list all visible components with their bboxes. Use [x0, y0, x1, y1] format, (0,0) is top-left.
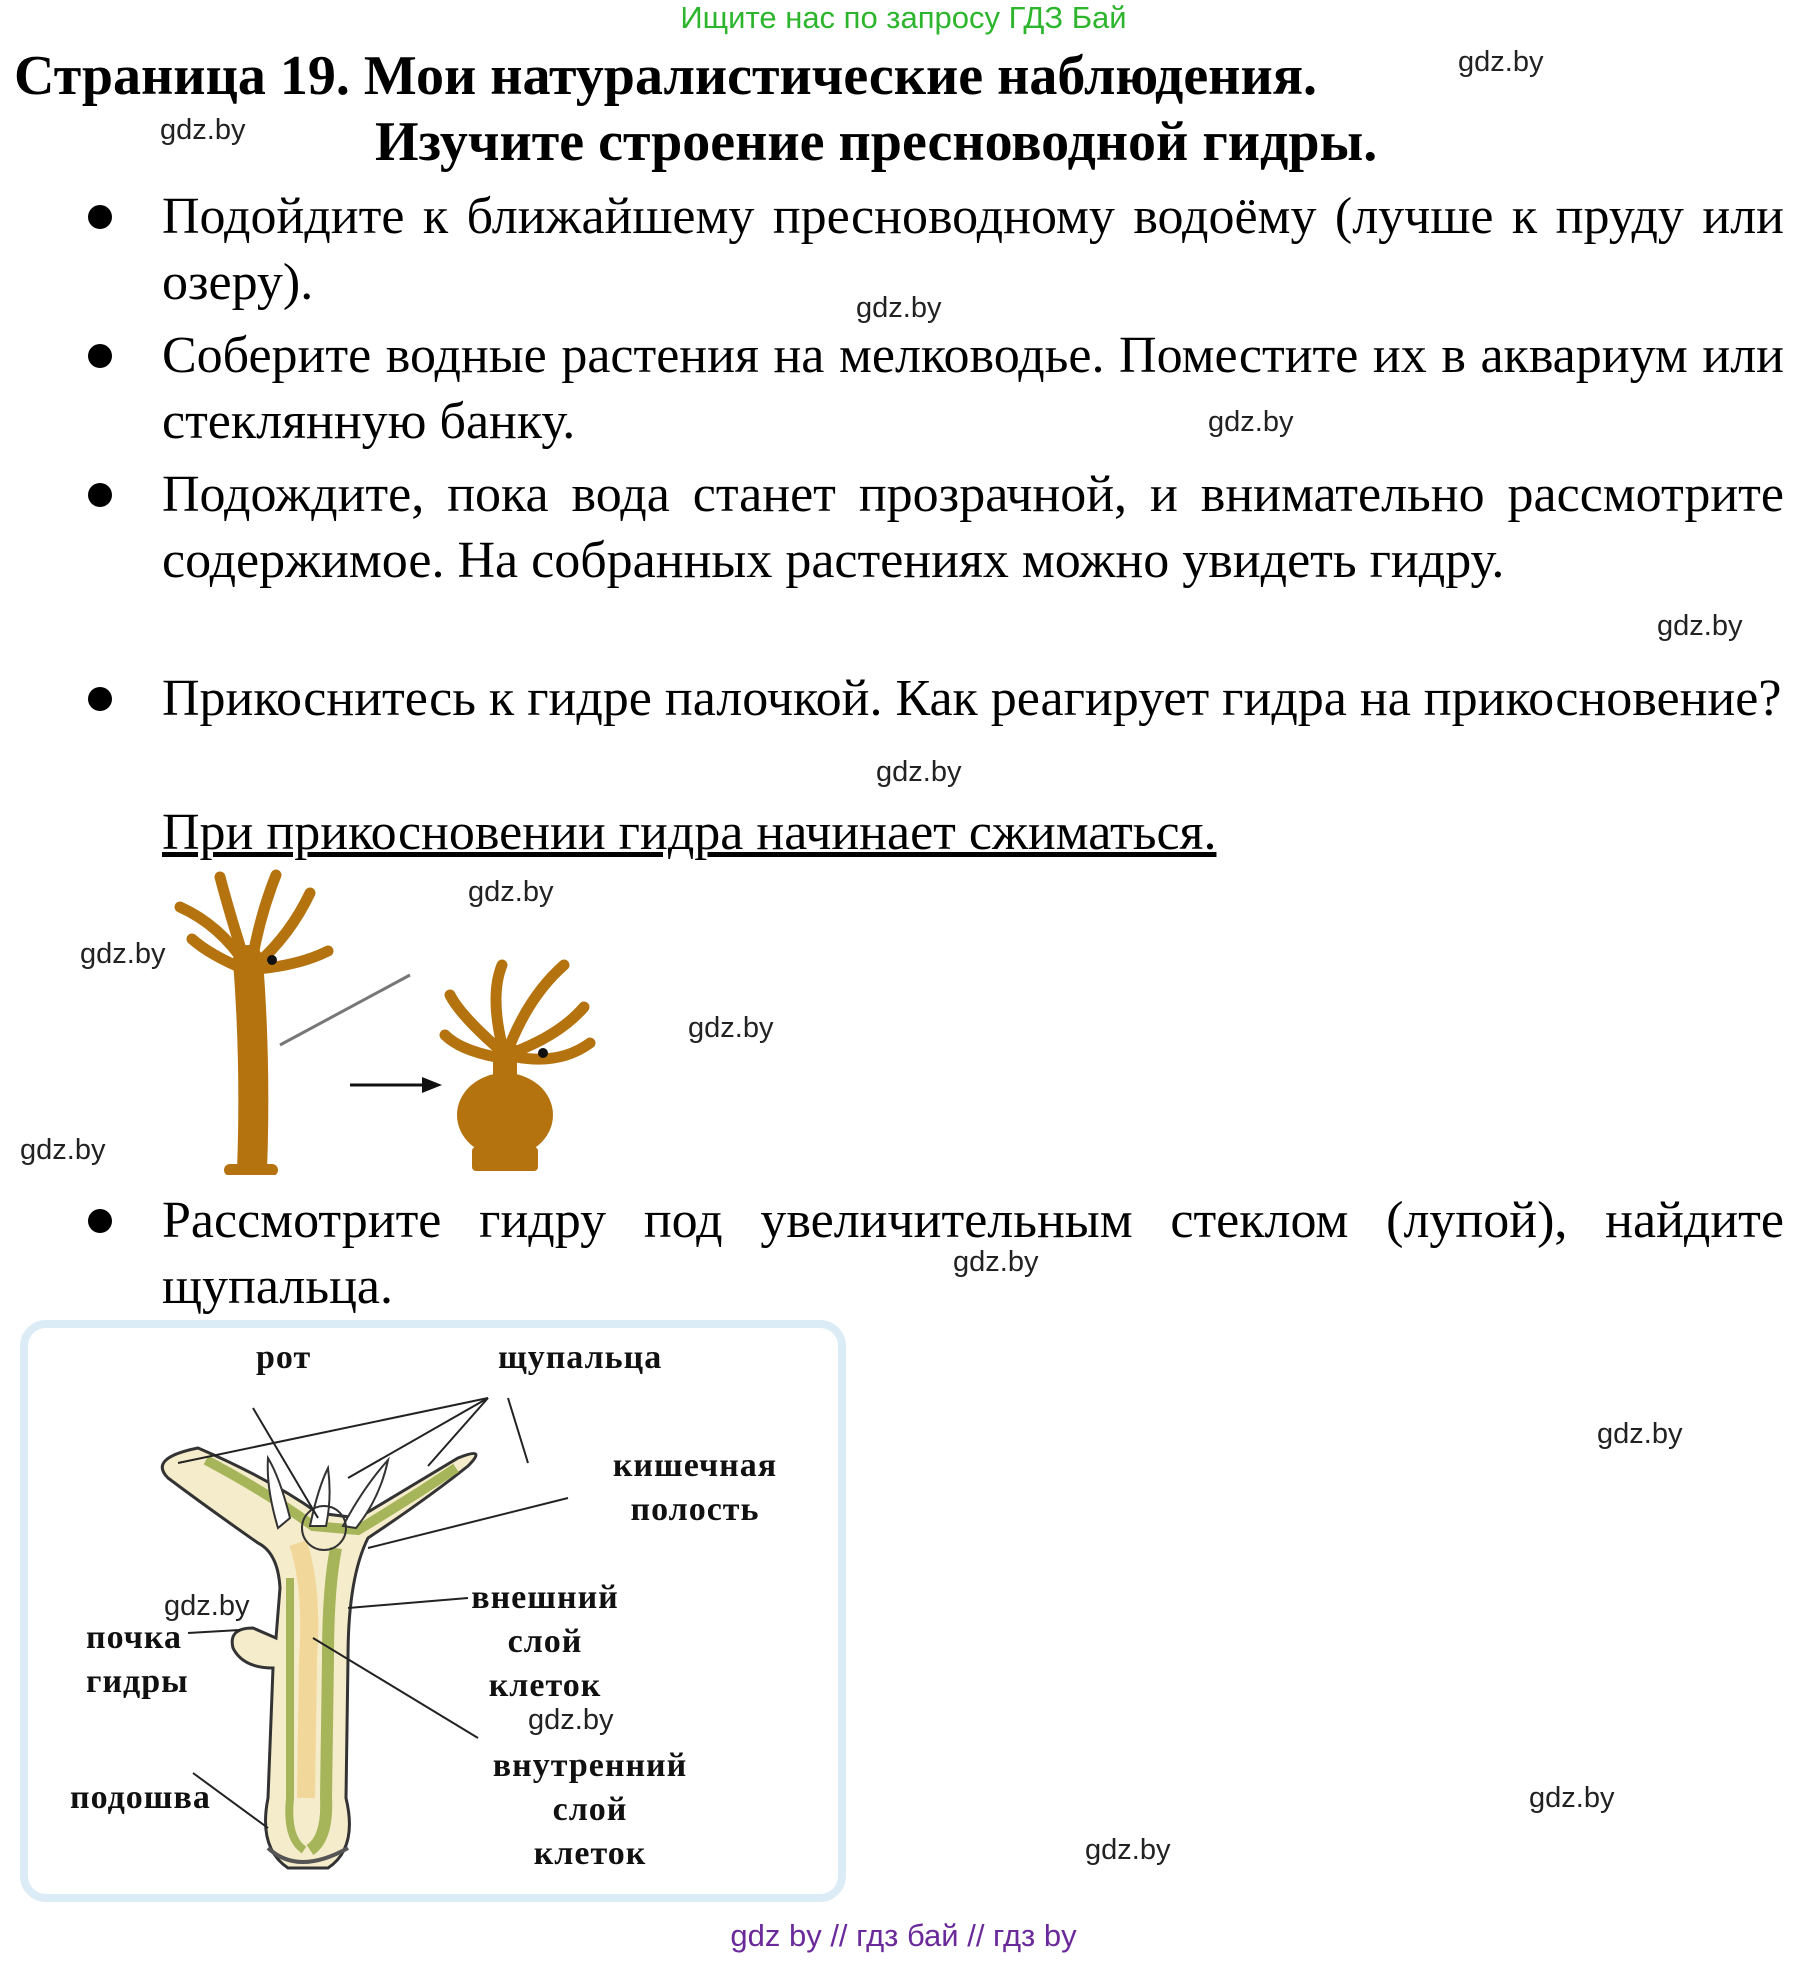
watermark: gdz.by: [528, 1704, 614, 1736]
watermark: gdz.by: [468, 876, 554, 908]
page-title: Страница 19. Мои натуралистические наблюдения.: [14, 45, 1318, 107]
instruction-3: Подождите, пока вода станет прозрачной, и внимательно рассмотрите содержимое. На собранных растениях можно увидеть гидру.: [162, 466, 1784, 589]
label-cavity-line2: полость: [630, 1491, 760, 1528]
label-bud-line2: гидры: [86, 1663, 189, 1700]
hydra-contraction-illustration: [160, 865, 680, 1175]
instruction-4: Прикоснитесь к гидре палочкой. Как реагирует гидра на прикосновение?: [162, 670, 1782, 727]
instruction-2: Соберите водные растения на мелководье. Поместите их в аквариум или стеклянную банку.: [162, 327, 1784, 450]
label-bud-line1: почка: [86, 1619, 182, 1656]
footer-links[interactable]: gdz by // гдз бай // гдз by: [730, 1918, 1077, 1953]
label-outer-line3: клеток: [488, 1667, 602, 1704]
label-tentacles: щупальца: [498, 1339, 663, 1376]
watermark: gdz.by: [1597, 1418, 1683, 1450]
watermark: gdz.by: [1085, 1834, 1171, 1866]
hydra-extended-icon: [180, 875, 328, 1170]
bullet-marker: [88, 687, 112, 711]
label-inner-line1: внутренний: [492, 1747, 688, 1784]
hydra-contracted-icon: [445, 965, 590, 1171]
label-outer-line2: слой: [507, 1623, 583, 1660]
bullet-marker: [88, 205, 112, 229]
answer-text: При прикосновении гидра начинает сжиматься.: [162, 804, 1217, 861]
watermark: gdz.by: [856, 292, 942, 324]
label-sole: подошва: [70, 1779, 211, 1816]
label-inner-line2: слой: [552, 1791, 628, 1828]
watermark: gdz.by: [876, 756, 962, 788]
instruction-1: Подойдите к ближайшему пресноводному водоёму (лучше к пруду или озеру).: [162, 188, 1784, 311]
watermark: gdz.by: [164, 1590, 250, 1622]
label-mouth: рот: [256, 1339, 312, 1376]
instruction-5: Рассмотрите гидру под увеличительным стеклом (лупой), найдите щупальца.: [162, 1192, 1784, 1315]
watermark: gdz.by: [80, 938, 166, 970]
bullet-marker: [88, 483, 112, 507]
promo-banner[interactable]: Ищите нас по запросу ГДЗ Бай: [680, 0, 1127, 35]
label-outer-line1: внешний: [471, 1579, 619, 1616]
watermark: gdz.by: [160, 114, 246, 146]
watermark: gdz.by: [1208, 406, 1294, 438]
watermark: gdz.by: [953, 1246, 1039, 1278]
label-inner-line3: клеток: [533, 1835, 647, 1872]
stick-icon: [280, 975, 410, 1045]
page-subtitle: Изучите строение пресноводной гидры.: [375, 111, 1378, 173]
watermark: gdz.by: [1529, 1782, 1615, 1814]
watermark: gdz.by: [20, 1134, 106, 1166]
bullet-marker: [88, 344, 112, 368]
watermark: gdz.by: [1458, 46, 1544, 78]
watermark: gdz.by: [688, 1012, 774, 1044]
label-cavity-line1: кишечная: [612, 1447, 778, 1484]
watermark: gdz.by: [1657, 610, 1743, 642]
bullet-marker: [88, 1209, 112, 1233]
